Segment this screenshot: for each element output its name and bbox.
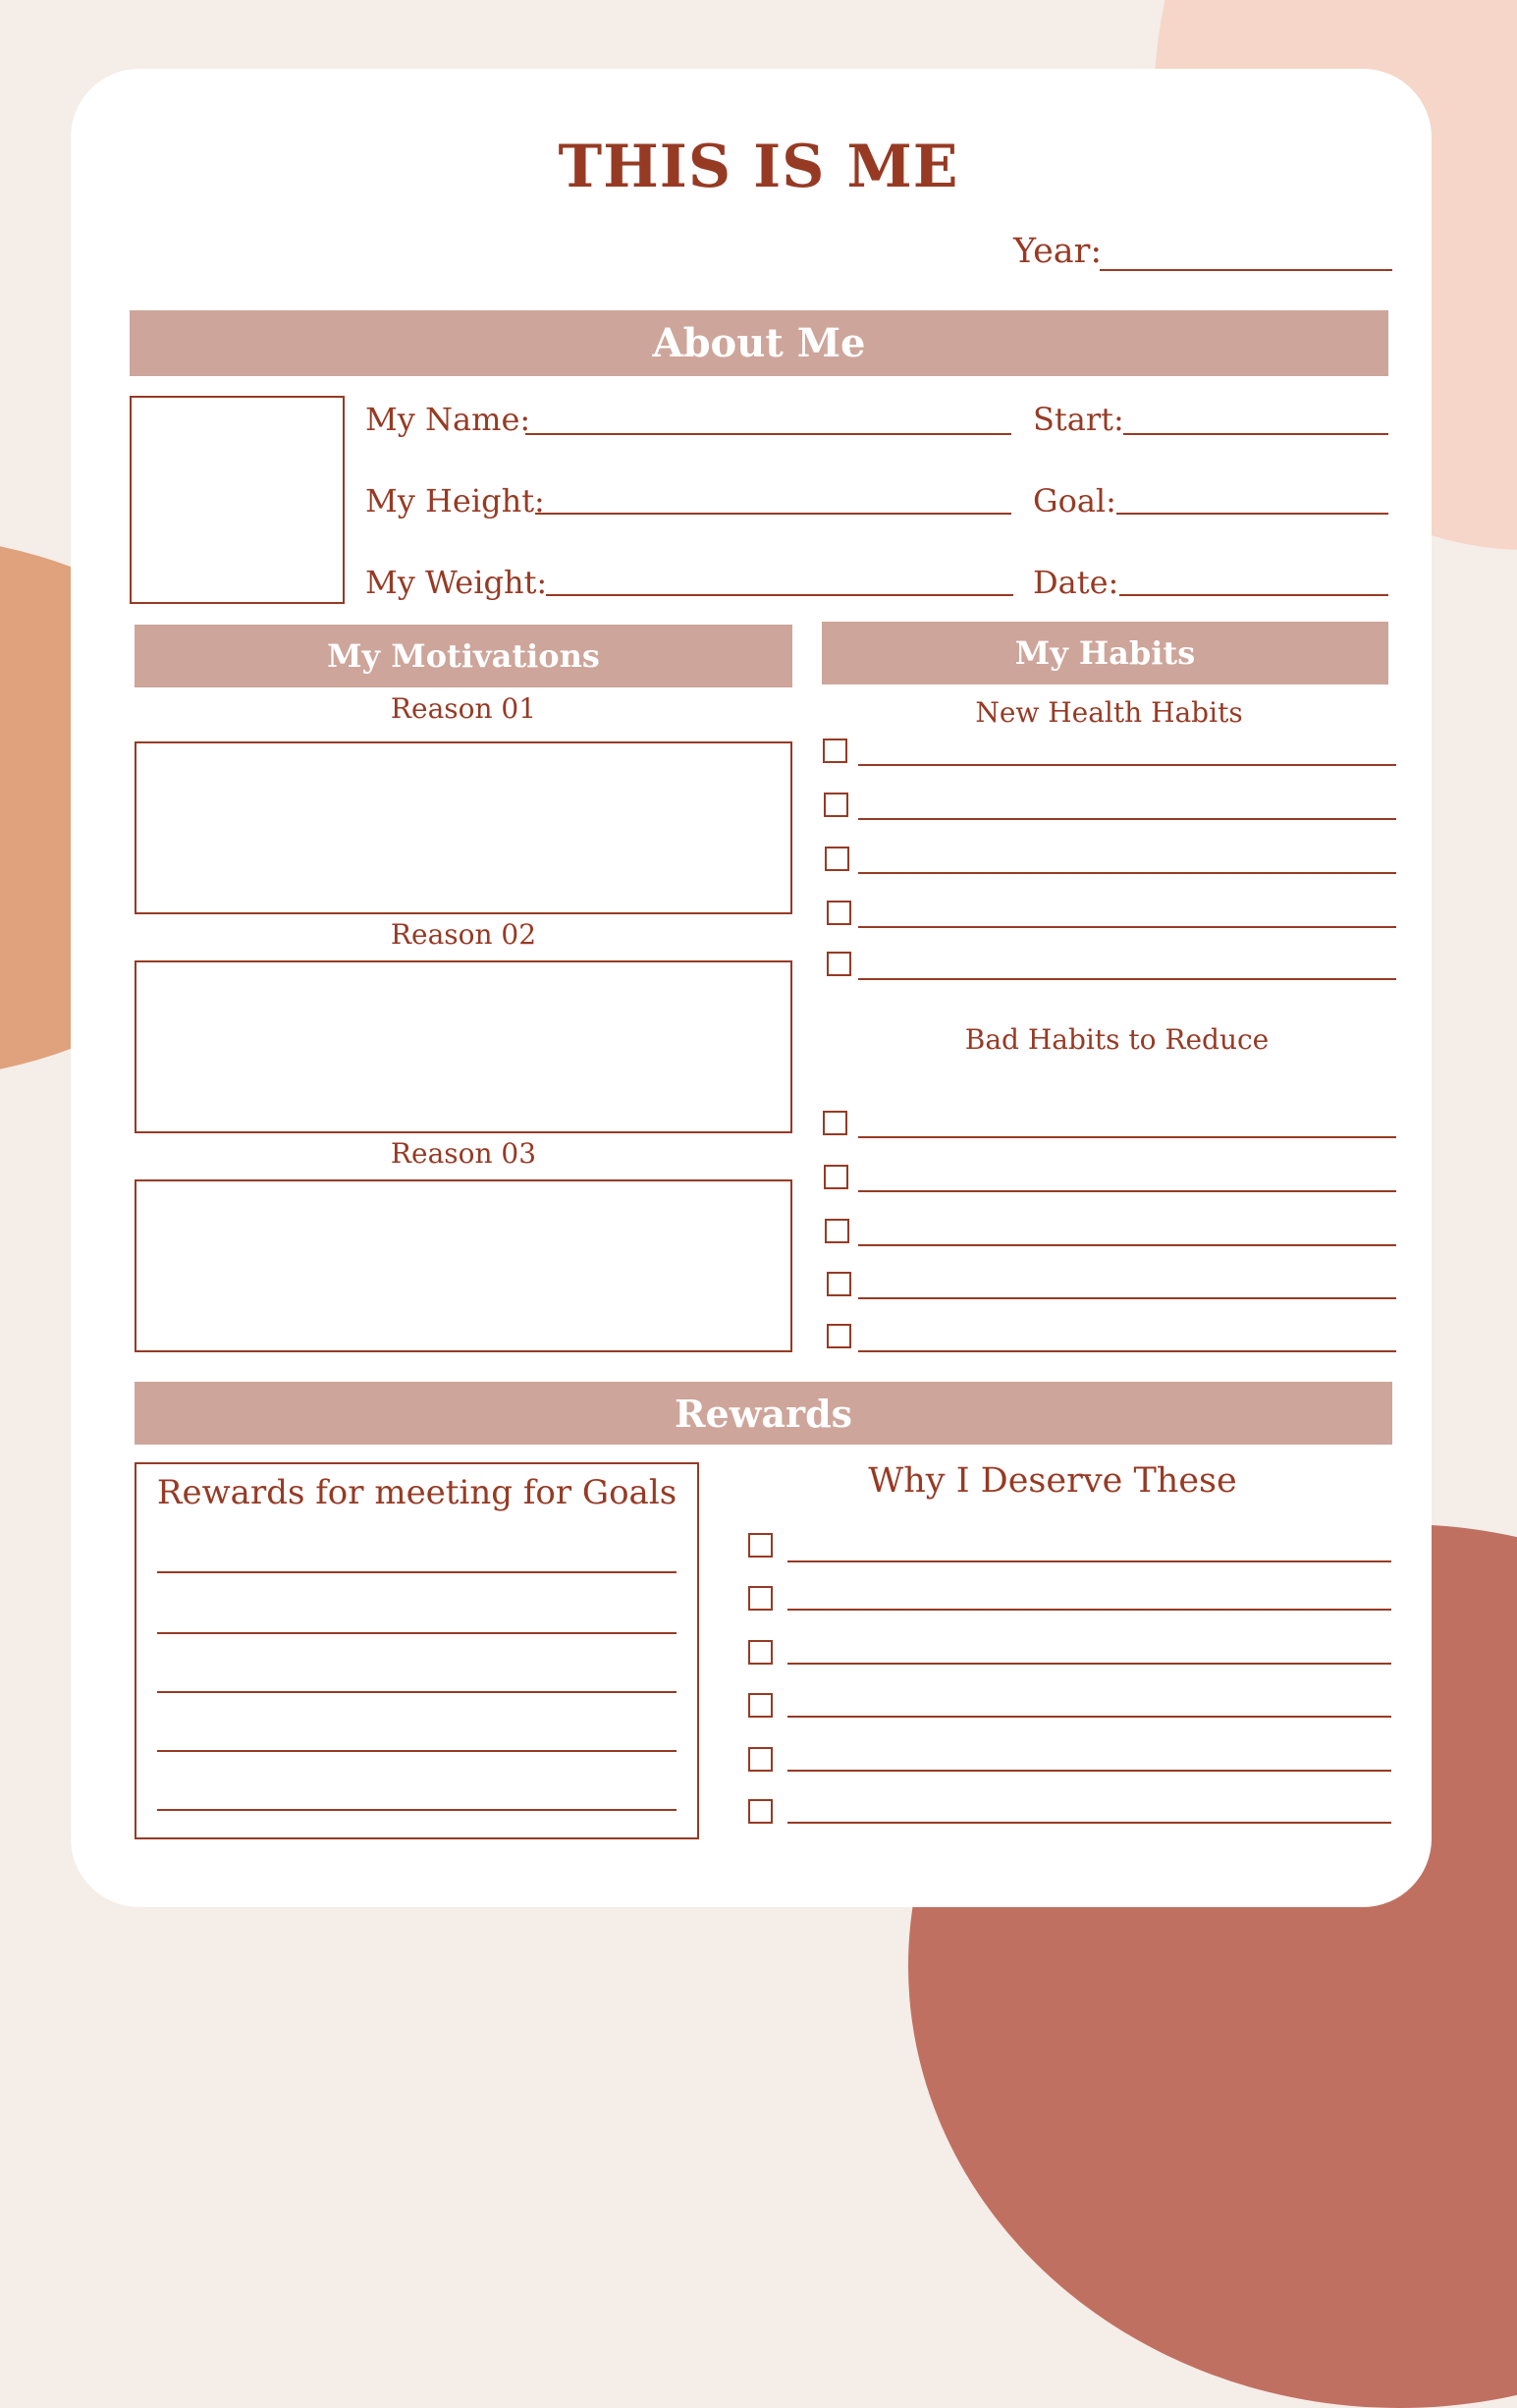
reason-01-box[interactable]	[135, 741, 792, 914]
habit-line[interactable]	[858, 872, 1396, 874]
reason-02-box[interactable]	[135, 960, 792, 1133]
reason-01-label: Reason 01	[390, 692, 537, 725]
habit-line[interactable]	[858, 978, 1396, 980]
deserve-line[interactable]	[787, 1609, 1391, 1611]
rewards-goals-label: Rewards for meeting for Goals	[156, 1473, 677, 1512]
deserve-checkbox[interactable]	[748, 1799, 773, 1824]
why-i-deserve-label: Why I Deserve These	[868, 1461, 1237, 1501]
my-weight-label: My Weight:	[365, 564, 548, 601]
habit-checkbox[interactable]	[827, 952, 851, 976]
my-name-label: My Name:	[365, 401, 531, 438]
habit-checkbox[interactable]	[827, 901, 851, 925]
my-height-label: My Height:	[365, 482, 545, 520]
date-field[interactable]	[1119, 594, 1388, 596]
habit-line[interactable]	[858, 818, 1396, 820]
bad-habits-label: Bad Habits to Reduce	[964, 1023, 1270, 1056]
rewards-header: Rewards	[135, 1382, 1392, 1445]
my-habits-header: My Habits	[822, 622, 1388, 684]
photo-box[interactable]	[130, 396, 345, 604]
deserve-checkbox[interactable]	[748, 1586, 773, 1611]
reason-03-label: Reason 03	[390, 1137, 537, 1170]
deserve-line[interactable]	[787, 1822, 1391, 1824]
year-field[interactable]	[1100, 269, 1392, 271]
bad-habit-line[interactable]	[858, 1350, 1396, 1352]
deserve-line[interactable]	[787, 1770, 1391, 1772]
my-height-field[interactable]	[535, 513, 1011, 515]
deserve-checkbox[interactable]	[748, 1693, 773, 1718]
goal-label: Goal:	[1033, 482, 1116, 520]
deserve-line[interactable]	[787, 1716, 1391, 1718]
deserve-line[interactable]	[787, 1663, 1391, 1665]
habit-checkbox[interactable]	[824, 793, 848, 817]
my-name-field[interactable]	[525, 433, 1011, 435]
reward-line[interactable]	[157, 1691, 677, 1693]
rewards-goals-box	[135, 1462, 699, 1839]
habit-line[interactable]	[858, 926, 1396, 928]
habit-line[interactable]	[858, 764, 1396, 766]
deserve-line[interactable]	[787, 1560, 1391, 1562]
reward-line[interactable]	[157, 1632, 677, 1634]
about-me-header: About Me	[130, 310, 1388, 376]
bad-habit-checkbox[interactable]	[825, 1219, 849, 1243]
reason-03-box[interactable]	[135, 1179, 792, 1352]
reward-line[interactable]	[157, 1750, 677, 1752]
reward-line[interactable]	[157, 1571, 677, 1573]
bad-habit-checkbox[interactable]	[827, 1324, 851, 1348]
my-motivations-header: My Motivations	[135, 625, 792, 687]
deserve-checkbox[interactable]	[748, 1640, 773, 1665]
start-field[interactable]	[1123, 433, 1388, 435]
my-weight-field[interactable]	[546, 594, 1013, 596]
bad-habit-line[interactable]	[858, 1136, 1396, 1138]
bad-habit-line[interactable]	[858, 1297, 1396, 1299]
goal-field[interactable]	[1116, 513, 1388, 515]
reward-line[interactable]	[157, 1809, 677, 1811]
bad-habit-checkbox[interactable]	[823, 1111, 847, 1135]
deserve-checkbox[interactable]	[748, 1747, 773, 1772]
date-label: Date:	[1033, 564, 1119, 601]
bad-habit-checkbox[interactable]	[824, 1165, 848, 1189]
start-label: Start:	[1033, 401, 1124, 438]
habit-checkbox[interactable]	[823, 739, 847, 763]
habit-checkbox[interactable]	[825, 847, 849, 871]
bad-habit-checkbox[interactable]	[827, 1272, 851, 1296]
deserve-checkbox[interactable]	[748, 1533, 773, 1558]
page-title: THIS IS ME	[558, 133, 959, 201]
bad-habit-line[interactable]	[858, 1190, 1396, 1192]
bad-habit-line[interactable]	[858, 1244, 1396, 1246]
year-label: Year:	[1013, 232, 1103, 271]
new-health-habits-label: New Health Habits	[975, 696, 1243, 729]
reason-02-label: Reason 02	[390, 918, 537, 951]
